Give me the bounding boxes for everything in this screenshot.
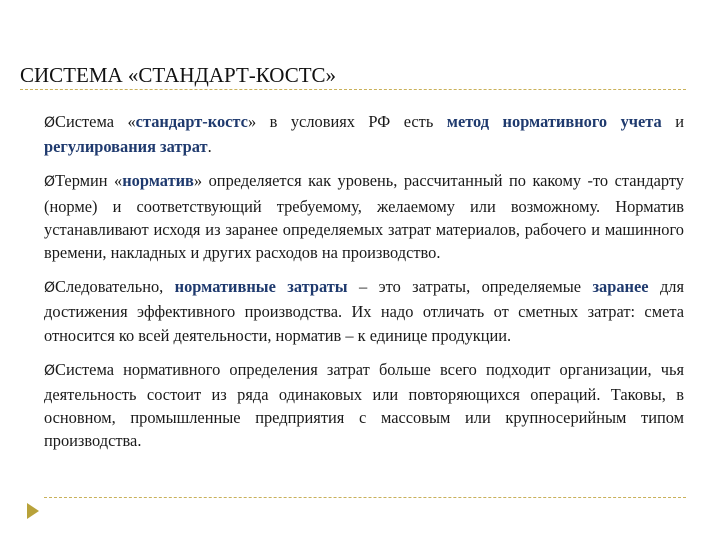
text-segment: Следовательно, xyxy=(55,277,175,297)
text-segment: » в условиях РФ есть xyxy=(247,112,447,131)
text-segment: . xyxy=(207,137,212,157)
highlight-term: стандарт-костс xyxy=(135,112,248,131)
bullet-arrow-icon: Ø xyxy=(44,362,56,379)
paragraph-3 xyxy=(44,275,684,347)
bullet-arrow-icon: Ø xyxy=(44,115,56,131)
highlight-term: норматив xyxy=(122,171,194,191)
title-divider xyxy=(20,89,686,90)
bullet-arrow-icon: Ø xyxy=(44,280,56,297)
slide-title: СИСТЕМА «СТАНДАРТ-КОСТС» xyxy=(20,63,337,87)
paragraph-1 xyxy=(44,110,684,158)
paragraph-4 xyxy=(44,358,684,453)
bottom-divider xyxy=(44,497,686,498)
paragraph-2 xyxy=(44,169,684,264)
highlight-term: заранее xyxy=(592,277,649,297)
text-segment: для достижения эффективного производства. Их надо отличать от сметных затрат: смета относится ко всей деятельности, норматив – к единице продукции. xyxy=(44,277,684,345)
highlight-term: метод нормативного учета xyxy=(446,112,662,131)
corner-arrow-icon xyxy=(27,503,39,519)
text-segment: Система нормативного определения затрат больше всего подходит организации, чья деятельность состоит из ряда одинаковых или повторяющихся операций. Таковы, в основном, промышленные предприятия с массовым или крупносерийным типом производства. xyxy=(44,359,684,451)
bullet-arrow-icon: Ø xyxy=(44,174,56,191)
highlight-term: регулирования затрат xyxy=(44,137,208,157)
text-segment: » определяется как уровень, рассчитанный по какому -то стандарту (норме) и соответствующий требуемому, желаемому или возможному. Норматив устанавливают исходя из заранее определяемых затрат материалов, рабочего и машинного времени, накладных и других расходов на производство. xyxy=(44,171,684,263)
text-segment: Термин « xyxy=(55,171,123,191)
slide-content xyxy=(44,110,684,464)
text-segment: Система « xyxy=(55,112,136,131)
text-segment: – это затраты, определяемые xyxy=(347,277,593,297)
text-segment: и xyxy=(661,112,685,131)
highlight-term: нормативные затраты xyxy=(174,277,348,297)
